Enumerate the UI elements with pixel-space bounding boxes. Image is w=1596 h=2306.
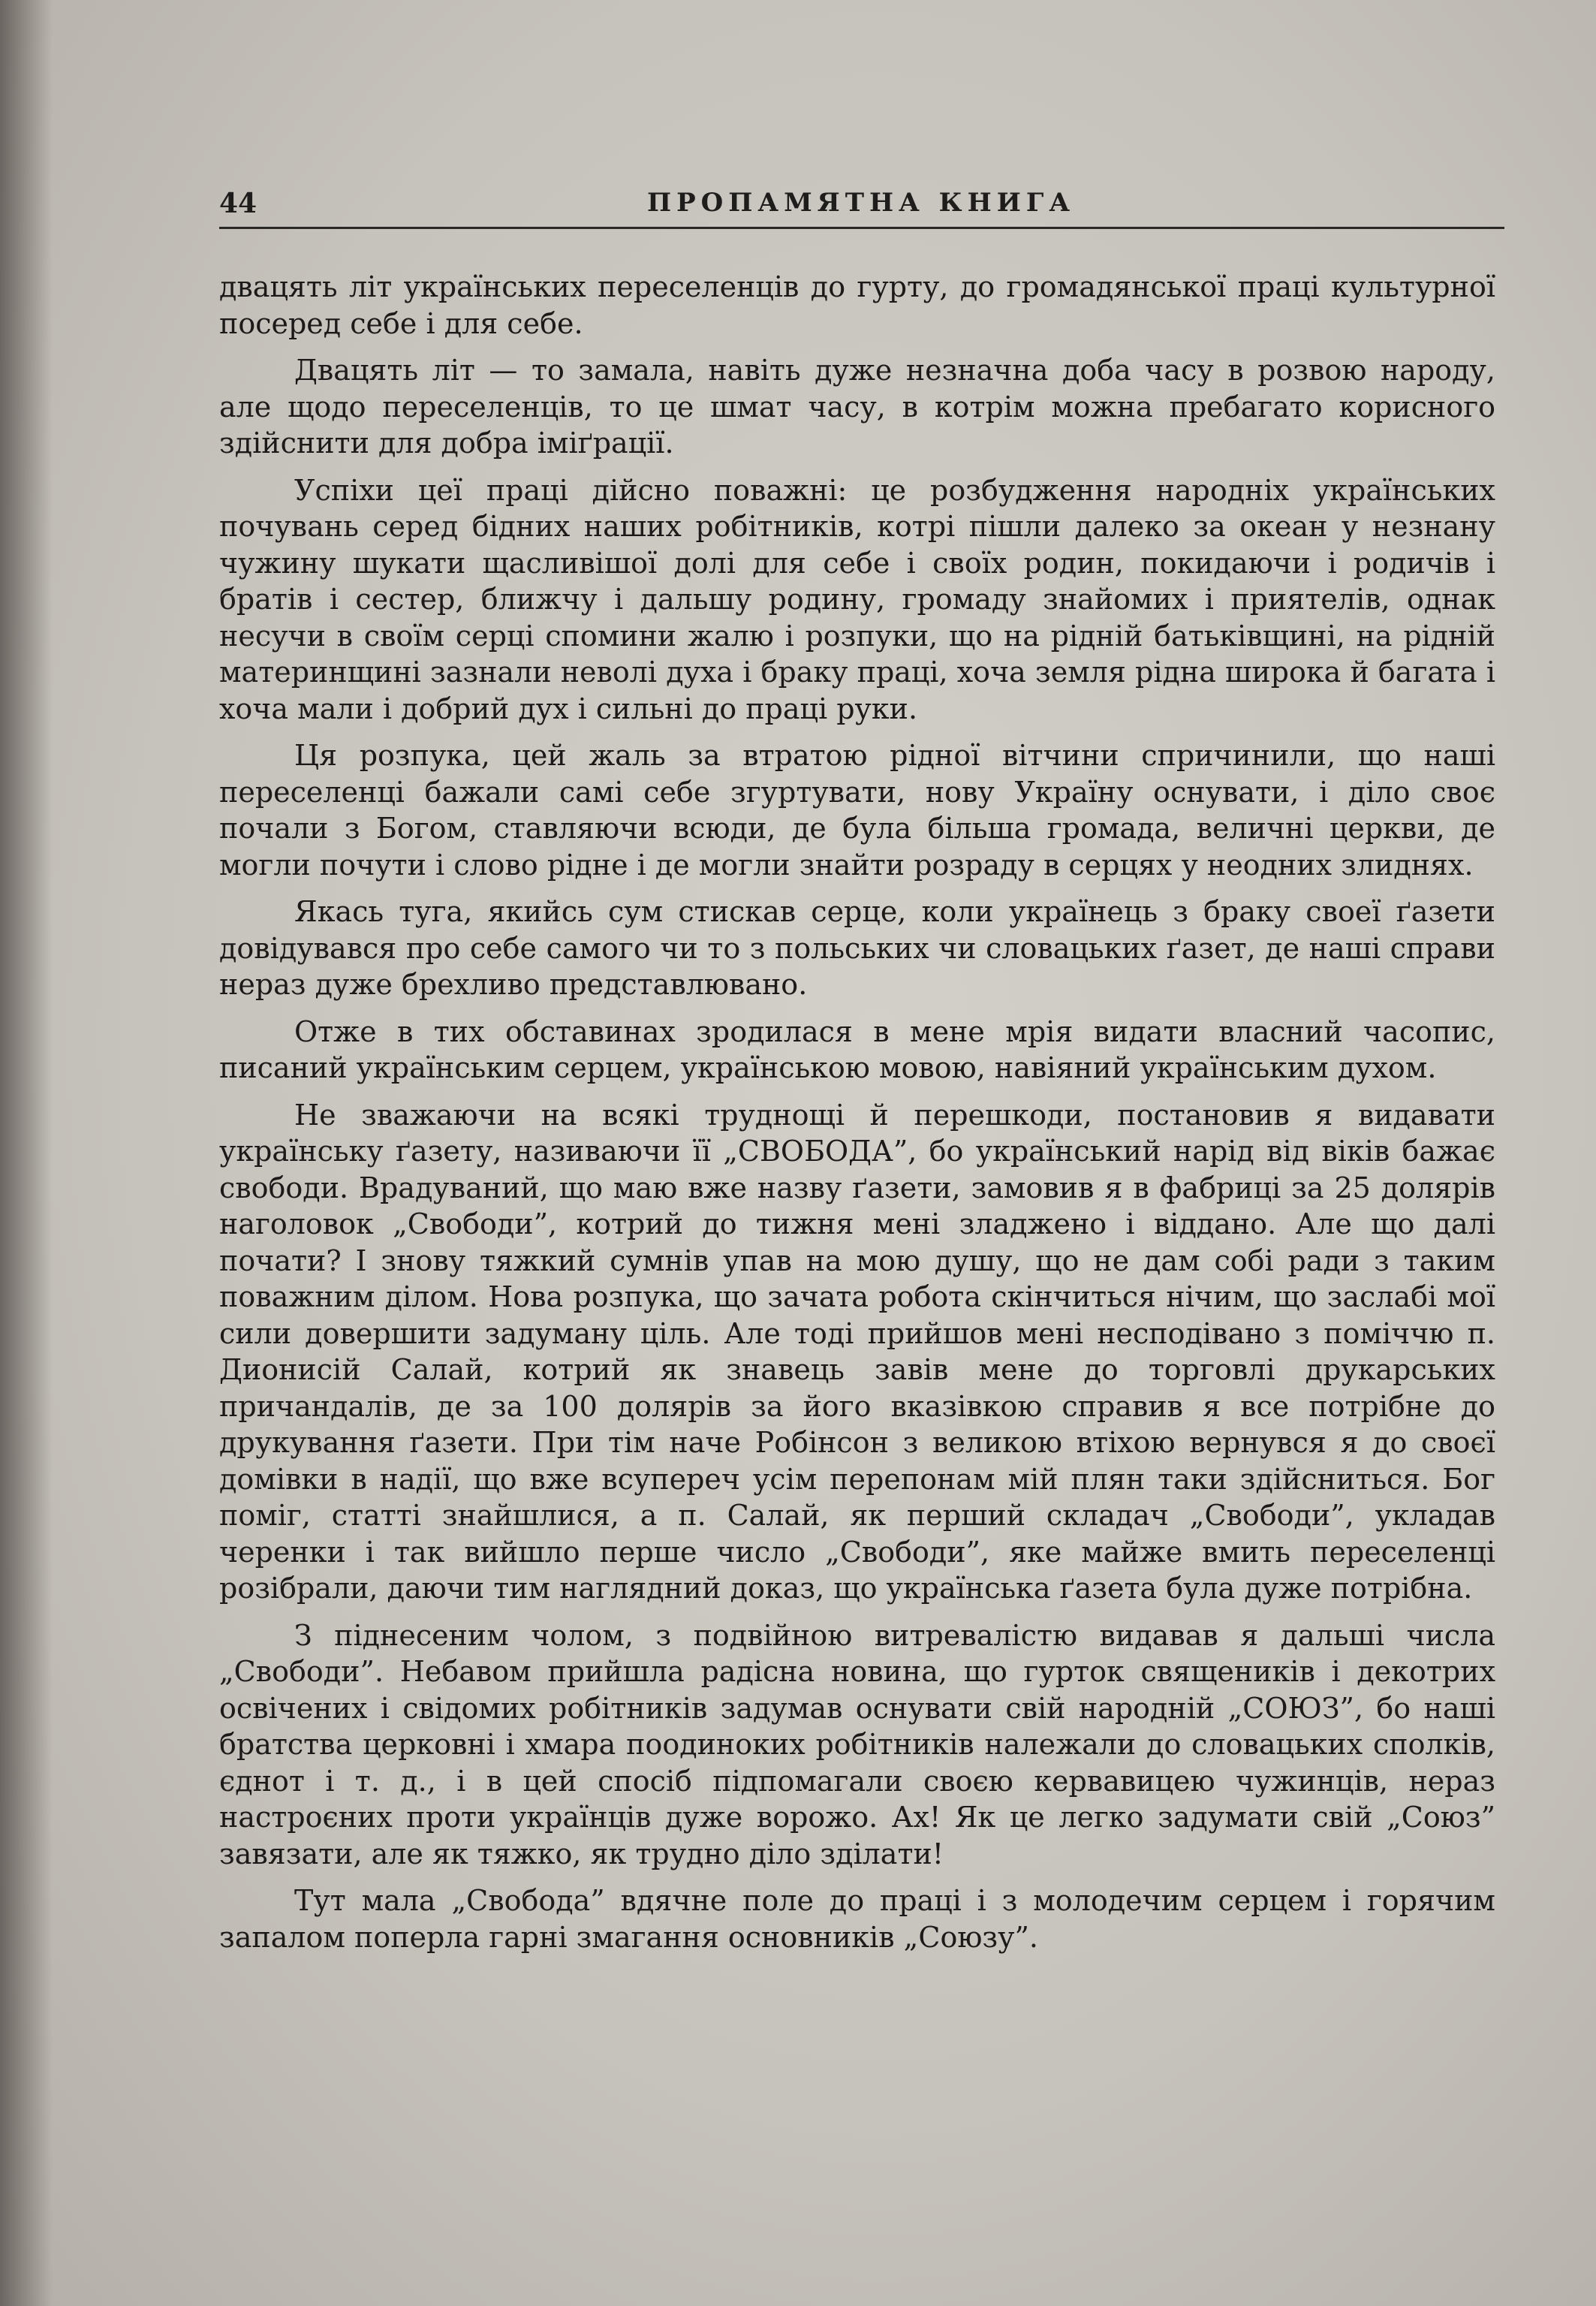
paragraph-6: Отже в тих обставинах зродилася в мене мрія видати власний часопис, писаний українським серцем, українською мовою, навіяний українським духом. [219, 1014, 1495, 1084]
body-text [219, 269, 1495, 1966]
paragraph-7: Не зважаючи на всякі труднощі й перешкоди, постановив я видавати українську ґазету, називаючи її „СВОБОДА”, бо український нарід від віків бажає свободи. Врадуваний, що маю вже назву ґазети, замовив я в фабриці за 25 долярів наголовок „Свободи”, котрий до тижня мені зладжено і віддано. Але що далі почати? І знову тяжкий сумнів упав на мою душу, що не дам собі ради з таким поважним ділом. Нова розпука, що зачата робота скінчиться нічим, що заслабі мої сили довершити задуману ціль. Але тоді прийшов мені несподівано з поміччю п. Дионисій Салай, котрий як знавець завів мене до торговлі друкарських причандалів, де за 100 долярів за його вказівкою справив я все потрібне до друкування ґазети. При тім наче Робінсон з великою втіхою вернувся я до своєї домівки в надії, що вже всупереч усім перепонам мій плян таки здійсниться. Бог поміг, статті знайшлися, а п. Салай, як перший складач „Свободи”, укладав черенки і так вийшло перше число „Свободи”, яке майже вмить переселенці розібрали, даючи тим наглядний доказ, що українська ґазета була дуже потрібна. [219, 1098, 1495, 1605]
book-title: ПРОПАМЯТНА КНИГА [647, 188, 1076, 218]
paragraph-4: Ця розпука, цей жаль за втратою рідної вітчини спричинили, що наші переселенці бажали самі себе згуртувати, нову Україну оснувати, і діло своє почали з Богом, ставляючи всюди, де була більша громада, величні церкви, де могли почути і слово рідне і де могли знайти розраду в серцях у неодних злиднях. [219, 739, 1495, 882]
paragraph-5: Якась туга, якийсь сум стискав серце, коли українець з браку своеї ґазети довідувався про себе самого чи то з польських чи словацьких ґазет, де наші справи нераз дуже брехливо представлювано. [219, 895, 1495, 1001]
paragraph-9: Тут мала „Свобода” вдячне поле до праці і з молодечим серцем і горячим запалом поперла гарні змагання основників „Союзу”. [219, 1884, 1495, 1954]
header-rule [219, 227, 1504, 229]
paragraph-2: Двацять літ — то замала, навіть дуже незначна доба часу в розвою народу, але щодо переселенців, то це шмат часу, в котрім можна пребагато корисного здійснити для добра іміґрації. [219, 354, 1495, 460]
paragraph-8: З піднесеним чолом, з подвійною витревалістю видавав я дальші числа „Свободи”. Небавом прийшла радісна новина, що гурток священиків і декотрих освічених і свідомих робітників задумав оснувати свій народній „СОЮЗ”, бо наші братства церковні і хмара поодиноких робітників належали до словацьких сполків, єднот і т. д., і в цей спосіб підпомагали своєю кервавицею чужинців, нераз настроєних проти українців дуже ворожо. Ах! Як це легко задумати свій „Союз” завязати, але як тяжко, як трудно діло зділати! [219, 1618, 1495, 1870]
page-number: 44 [219, 188, 257, 219]
paragraph-1: двацять літ українських переселенців до гурту, до громадянської праці культурної посеред себе і для себе. [219, 270, 1495, 340]
paragraph-3: Успіхи цеї праці дійсно поважні: це розбудження народніх українських почувань серед бідних наших робітників, котрі пішли далеко за океан у незнану чужину шукати щасливішої долі для себе і своїх родин, покидаючи і родичів і братів і сестер, ближчу і дальшу родину, громаду знайомих і приятелів, однак несучи в своїм серці спомини жалю і розпуки, що на рідній батьківщині, на рідній материнщині зазнали неволі духа і браку праці, хоча земля рідна широка й багата і хоча мали і добрий дух і сильні до праці руки. [219, 473, 1495, 725]
running-head [219, 185, 1504, 230]
binding-shadow [0, 0, 53, 2306]
